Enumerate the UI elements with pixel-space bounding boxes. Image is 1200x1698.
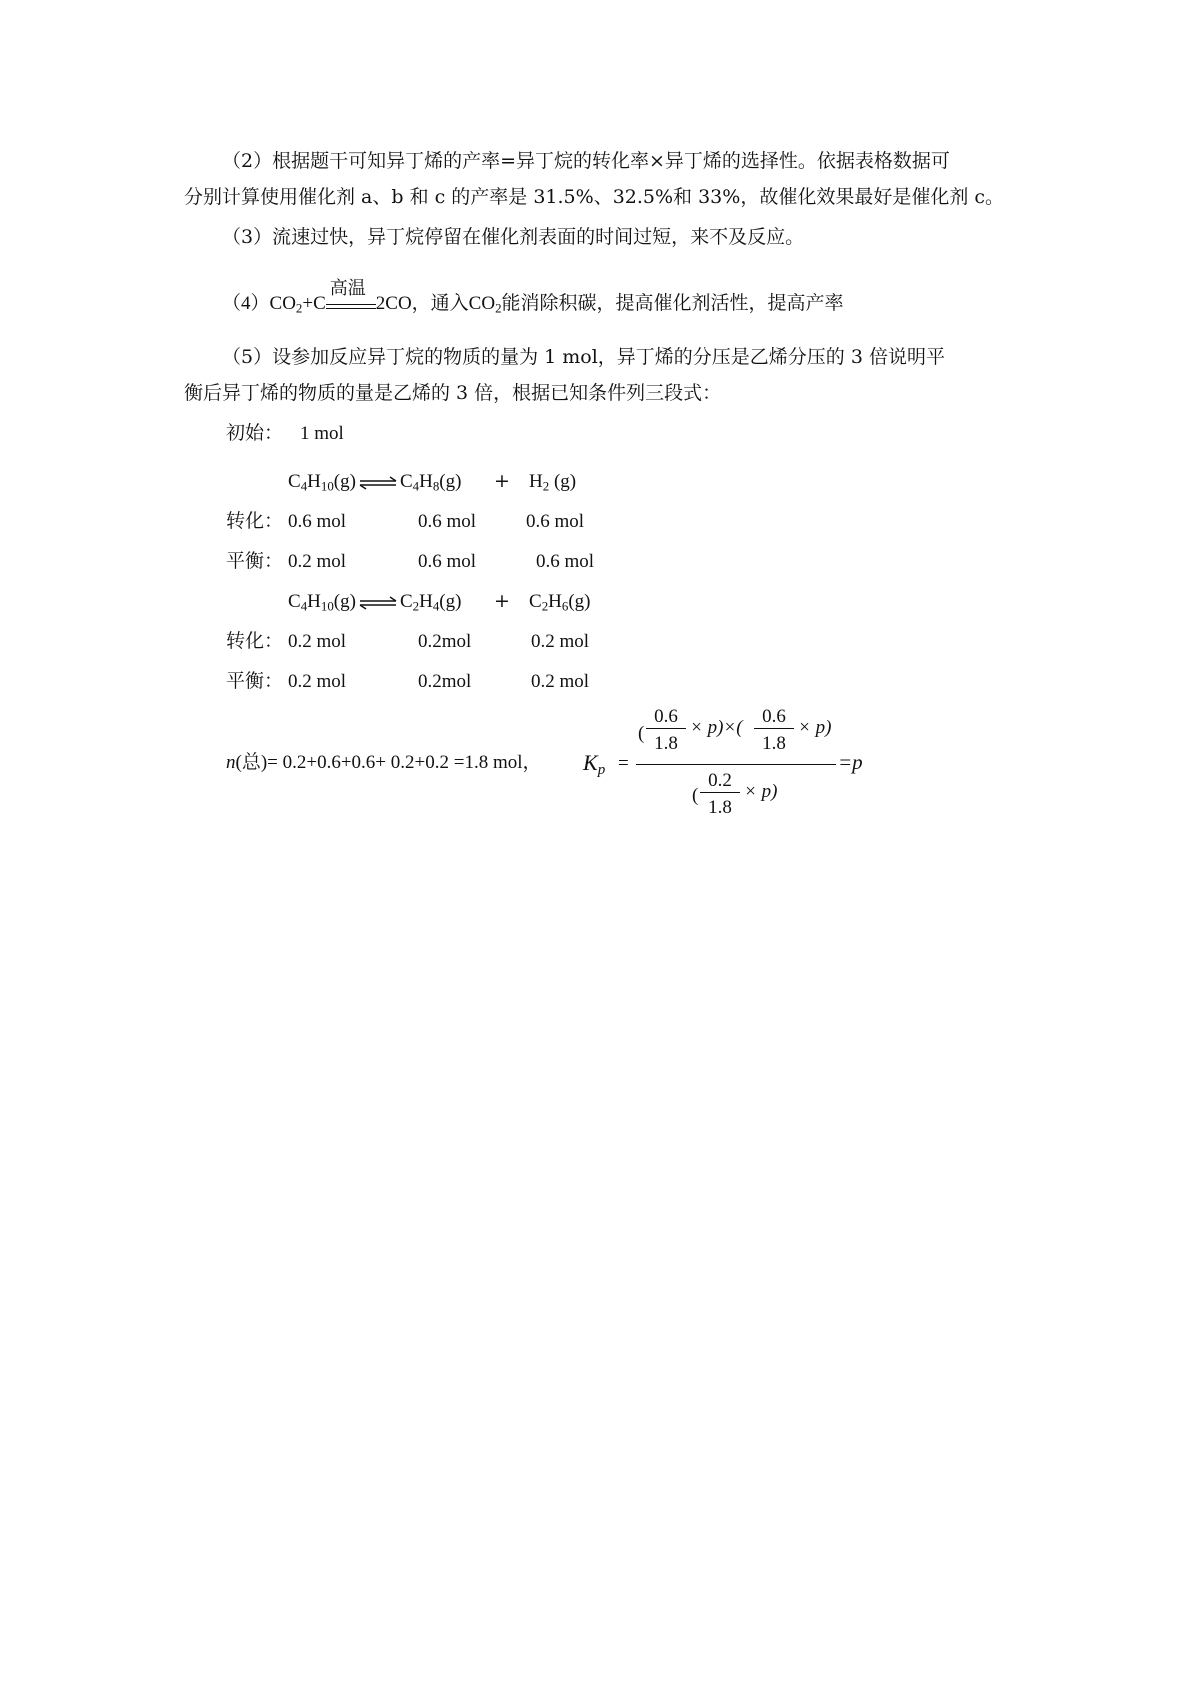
rxn1-p1-h: H [419,471,433,492]
p4-co: CO [269,293,296,314]
kp-main-fraction-bar [636,764,836,765]
rxn2-p2-sub1: 2 [541,598,549,614]
p4-text-sub: 2 [495,300,502,316]
equilibrium-arrow-icon [358,596,398,610]
rxn1-p2-state: (g) [549,471,577,492]
rxn1-p1: C [399,471,413,492]
rxn1-eq-label: 平衡： [226,550,284,572]
rxn2-change-b: 0.2mol [418,631,472,652]
rxn2-change-label: 转化： [226,630,284,652]
kp-times1: × p)×( [690,717,743,738]
rxn2-p1-sub2: 4 [432,598,440,614]
condition-label: 高温 [329,277,366,298]
kp-den3: 1.8 [708,797,732,818]
rxn1-reactant: C [288,471,301,492]
total-moles [226,753,542,772]
rxn2-p1-h: H [419,591,433,612]
high-temp-arrow [326,277,376,315]
p4-prefix: （4） [222,293,270,314]
rxn2-r-sub2: 10 [320,598,334,614]
rxn2-eq-c: 0.2 mol [531,671,590,692]
rxn1-plus: + [494,470,510,492]
kp-num1: 0.6 [654,706,678,727]
paragraph-2-line-1: （2）根据题干可知异丁烯的产率=异丁烷的转化率×异丁烯的选择性。依据表格数据可 [222,150,950,172]
kp-frac3-bar [700,792,740,793]
rxn2-eq-label: 平衡： [226,670,284,692]
kp-frac2-bar [754,728,794,729]
p4-text-a: ，通入CO [411,293,496,314]
kp-den1: 1.8 [654,733,678,754]
rxn2-p1: C [399,591,413,612]
reaction-2 [288,591,462,614]
kp-den-open: ( [692,785,699,806]
p4-product: 2CO [375,293,412,314]
paragraph-5-line-1: （5）设参加反应异丁烷的物质的量为 1 mol，异丁烯的分压是乙烯分压的 3 倍说明平 [222,346,945,368]
p4-co-sub: 2 [295,300,303,316]
rxn2-p2-sub2: 6 [561,598,569,614]
kp-symbol [583,750,606,779]
total-rest: (总)= 0.2+0.6+0.6+ 0.2+0.2 =1.8 mol， [235,752,542,773]
kp-times2: × p) [798,717,832,738]
rxn2-p2: C [529,591,542,612]
paragraph-2-line-2: 分别计算使用催化剂 a、b 和 c 的产率是 31.5%、32.5%和 33%，故催化效果最好是催化剂 c。 [184,186,1004,208]
rxn1-p1-state: (g) [439,471,462,492]
kp-num-open: ( [638,723,645,744]
rxn1-p1-sub1: 4 [412,478,420,494]
rxn1-change-c: 0.6 mol [526,511,585,532]
rxn2-r-h: H [307,591,321,612]
initial-label: 初始： [226,422,284,444]
rxn2-eq-b: 0.2mol [418,671,472,692]
paragraph-5-line-2: 衡后异丁烯的物质的量是乙烯的 3 倍，根据已知条件列三段式： [184,382,722,404]
rxn1-r-sub2: 10 [320,478,334,494]
rxn1-change-a: 0.6 mol [288,511,347,532]
kp-equals: = [618,753,629,774]
rxn1-product-2 [529,471,577,494]
kp-k: K [583,750,598,775]
rxn1-r-state: (g) [333,471,356,492]
rxn1-eq-c: 0.6 mol [536,551,595,572]
kp-result: =p [838,750,863,774]
rxn1-p2: H [529,471,543,492]
kp-num2: 0.6 [762,706,786,727]
kp-times3: × p) [744,781,778,802]
rxn2-p2-h: H [548,591,562,612]
rxn2-reactant: C [288,591,301,612]
paragraph-4 [222,277,844,316]
rxn1-r-h: H [307,471,321,492]
rxn2-r-sub1: 4 [300,598,308,614]
reaction-1 [288,471,462,494]
rxn1-p1-sub2: 8 [432,478,440,494]
rxn2-eq-a: 0.2 mol [288,671,347,692]
rxn2-plus: + [494,590,510,612]
kp-k-sub: p [597,762,606,779]
total-n: n [226,752,236,773]
rxn2-p2-state: (g) [568,591,591,612]
kp-den2: 1.8 [762,733,786,754]
rxn1-eq-b: 0.6 mol [418,551,477,572]
rxn1-p2-sub: 2 [542,478,550,494]
rxn1-change-b: 0.6 mol [418,511,477,532]
equilibrium-arrow-icon [358,476,398,490]
rxn2-r-state: (g) [333,591,356,612]
kp-frac1-bar [646,728,686,729]
rxn2-p1-sub1: 2 [412,598,420,614]
rxn2-p1-state: (g) [439,591,462,612]
rxn1-eq-a: 0.2 mol [288,551,347,572]
rxn2-change-a: 0.2 mol [288,631,347,652]
initial-value: 1 mol [300,423,344,444]
kp-num3: 0.2 [708,770,732,791]
rxn2-product-2 [529,591,591,614]
rxn1-r-sub1: 4 [300,478,308,494]
p4-plus-c: +C [302,293,326,314]
rxn1-change-label: 转化： [226,510,284,532]
p4-text-b: 能消除积碳，提高催化剂活性，提高产率 [501,293,844,314]
paragraph-3: （3）流速过快，异丁烷停留在催化剂表面的时间过短，来不及反应。 [222,226,805,248]
rxn2-change-c: 0.2 mol [531,631,590,652]
